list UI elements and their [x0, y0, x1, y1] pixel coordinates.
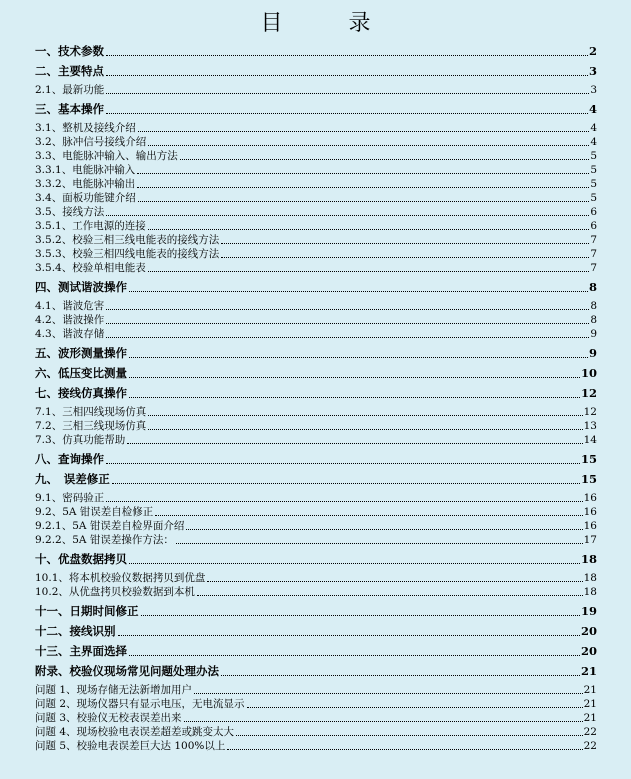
- toc-entry-page-number: 13: [583, 420, 597, 432]
- toc-entry-label: 10.1、将本机校验仪数据拷贝到优盘: [35, 572, 206, 584]
- toc-entry-page-number: 5: [590, 164, 597, 176]
- toc-dot-leader: [141, 615, 580, 616]
- toc-entry-label: 一、技术参数: [35, 44, 104, 58]
- toc-chapter-entry[interactable]: [35, 552, 597, 567]
- toc-dot-leader: [106, 323, 589, 324]
- toc-dot-leader: [106, 93, 589, 94]
- toc-section-entry[interactable]: [35, 121, 597, 135]
- toc-entry-page-number: 6: [590, 220, 597, 232]
- toc-dot-leader: [106, 309, 589, 310]
- toc-entry-label: 七、接线仿真操作: [35, 386, 127, 400]
- toc-section-entry[interactable]: [35, 585, 597, 599]
- toc-section-entry[interactable]: [35, 505, 597, 519]
- toc-dot-leader: [194, 693, 583, 694]
- toc-chapter-entry[interactable]: [35, 472, 597, 487]
- toc-entry-page-number: 18: [583, 572, 597, 584]
- toc-dot-leader: [184, 721, 583, 722]
- toc-entry-page-number: 7: [590, 262, 597, 274]
- toc-section-entry[interactable]: [35, 491, 597, 505]
- toc-entry-label: 7.3、仿真功能帮助: [35, 434, 126, 446]
- toc-entry-label: 3.4、面板功能键介绍: [35, 192, 136, 204]
- toc-entry-page-number: 5: [590, 192, 597, 204]
- toc-dot-leader: [221, 675, 580, 676]
- toc-chapter-entry[interactable]: [35, 624, 597, 639]
- toc-dot-leader: [180, 159, 590, 160]
- toc-entry-page-number: 17: [583, 534, 597, 546]
- toc-dot-leader: [207, 581, 582, 582]
- toc-entry-page-number: 4: [590, 122, 597, 134]
- toc-dot-leader: [106, 113, 588, 114]
- toc-entry-label: 三、基本操作: [35, 102, 104, 116]
- toc-dot-leader: [129, 377, 580, 378]
- toc-entry-label: 十、优盘数据拷贝: [35, 552, 127, 566]
- toc-entry-page-number: 12: [583, 406, 597, 418]
- toc-entry-page-number: 8: [588, 280, 597, 294]
- toc-dot-leader: [129, 563, 580, 564]
- toc-section-entry[interactable]: [35, 191, 597, 205]
- toc-entry-page-number: 20: [580, 644, 597, 658]
- toc-entry-label: 问题 5、校验电表误差巨大达 100%以上: [35, 740, 226, 752]
- toc-entry-label: 3.5.1、工作电源的连接: [35, 220, 146, 232]
- toc-entry-page-number: 22: [583, 726, 597, 738]
- toc-section-entry[interactable]: [35, 725, 597, 739]
- toc-entry-label: 9.2、5A 钳误差自检修正: [35, 506, 154, 518]
- toc-dot-leader: [137, 173, 589, 174]
- toc-entry-label: 4.1、谐波危害: [35, 300, 105, 312]
- toc-entry-label: 9.2.1、5A 钳误差自检界面介绍: [35, 520, 185, 532]
- toc-dot-leader: [148, 415, 582, 416]
- toc-entry-label: 3.5.2、校验三相三线电能表的接线方法: [35, 234, 220, 246]
- toc-entry-label: 4.3、谐波存储: [35, 328, 105, 340]
- toc-dot-leader: [127, 443, 582, 444]
- toc-entry-page-number: 6: [590, 206, 597, 218]
- toc-entry-page-number: 8: [590, 300, 597, 312]
- toc-entry-page-number: 21: [580, 664, 597, 678]
- toc-entry-label: 9.2.2、5A 钳误差操作方法：: [35, 534, 174, 546]
- toc-entry-page-number: 19: [580, 604, 597, 618]
- toc-section-entry[interactable]: [35, 533, 597, 547]
- toc-entry-page-number: 10: [580, 366, 597, 380]
- toc-dot-leader: [106, 463, 580, 464]
- toc-dot-leader: [129, 291, 588, 292]
- toc-section-entry[interactable]: [35, 177, 597, 191]
- toc-entry-page-number: 7: [590, 234, 597, 246]
- toc-entry-label: 九、 误差修正: [35, 472, 110, 486]
- toc-chapter-entry[interactable]: [35, 604, 597, 619]
- toc-section-entry[interactable]: [35, 433, 597, 447]
- toc-dot-leader: [129, 655, 580, 656]
- toc-entry-page-number: 5: [590, 178, 597, 190]
- toc-section-entry[interactable]: [35, 261, 597, 275]
- toc-dot-leader: [112, 483, 580, 484]
- toc-section-entry[interactable]: [35, 135, 597, 149]
- toc-entry-label: 3.5、接线方法: [35, 206, 105, 218]
- toc-dot-leader: [227, 749, 582, 750]
- toc-entry-page-number: 4: [590, 136, 597, 148]
- toc-entry-page-number: 9: [588, 346, 597, 360]
- toc-entry-page-number: 9: [590, 328, 597, 340]
- toc-chapter-entry[interactable]: [35, 366, 597, 381]
- toc-entry-page-number: 3: [588, 64, 597, 78]
- toc-dot-leader: [106, 215, 589, 216]
- toc-entry-label: 2.1、最新功能: [35, 84, 105, 96]
- toc-entry-label: 3.1、整机及接线介绍: [35, 122, 136, 134]
- toc-entry-label: 4.2、谐波操作: [35, 314, 105, 326]
- toc-entry-label: 3.3、电能脉冲输入、输出方法: [35, 150, 178, 162]
- toc-entry-page-number: 3: [590, 84, 597, 96]
- toc-chapter-entry[interactable]: [35, 386, 597, 401]
- toc-section-entry[interactable]: [35, 697, 597, 711]
- toc-entry-label: 十三、主界面选择: [35, 644, 127, 658]
- toc-entry-page-number: 7: [590, 248, 597, 260]
- toc-dot-leader: [118, 635, 580, 636]
- toc-dot-leader: [137, 187, 589, 188]
- toc-chapter-entry[interactable]: [35, 44, 597, 59]
- toc-entry-label: 3.2、脉冲信号接线介绍: [35, 136, 147, 148]
- toc-entry-page-number: 18: [583, 586, 597, 598]
- toc-section-entry[interactable]: [35, 519, 597, 533]
- toc-entry-label: 附录、校验仪现场常见问题处理办法: [35, 664, 219, 678]
- toc-entry-page-number: 18: [580, 552, 597, 566]
- toc-dot-leader: [138, 201, 590, 202]
- toc-entry-label: 十二、接线识别: [35, 624, 116, 638]
- toc-entry-label: 问题 1、现场存储无法新增加用户: [35, 684, 193, 696]
- toc-entry-page-number: 8: [590, 314, 597, 326]
- toc-section-entry[interactable]: [35, 163, 597, 177]
- toc-chapter-entry[interactable]: [35, 452, 597, 467]
- toc-entry-label: 四、测试谐波操作: [35, 280, 127, 294]
- toc-entry-page-number: 2: [588, 44, 597, 58]
- toc-entry-label: 7.2、三相三线现场仿真: [35, 420, 147, 432]
- toc-section-entry[interactable]: [35, 739, 597, 753]
- toc-entry-page-number: 16: [583, 506, 597, 518]
- toc-entry-label: 五、波形测量操作: [35, 346, 127, 360]
- toc-section-entry[interactable]: [35, 327, 597, 341]
- toc-entry-page-number: 21: [583, 698, 597, 710]
- toc-dot-leader: [148, 429, 582, 430]
- toc-entry-page-number: 21: [583, 712, 597, 724]
- toc-entry-page-number: 5: [590, 150, 597, 162]
- toc-dot-leader: [106, 337, 589, 338]
- toc-dot-leader: [236, 735, 583, 736]
- toc-dot-leader: [138, 131, 590, 132]
- toc-dot-leader: [247, 707, 583, 708]
- toc-entry-label: 问题 4、现场校验电表误差超差或跳变太大: [35, 726, 235, 738]
- toc-dot-leader: [129, 357, 588, 358]
- toc-dot-leader: [148, 271, 590, 272]
- toc-section-entry[interactable]: [35, 571, 597, 585]
- toc-section-entry[interactable]: [35, 83, 597, 97]
- toc-dot-leader: [106, 501, 582, 502]
- toc-section-entry[interactable]: [35, 205, 597, 219]
- toc-entry-label: 7.1、三相四线现场仿真: [35, 406, 147, 418]
- toc-section-entry[interactable]: [35, 683, 597, 697]
- toc-title: 目 录: [260, 11, 393, 36]
- toc-dot-leader: [197, 595, 583, 596]
- toc-section-entry[interactable]: [35, 149, 597, 163]
- toc-dot-leader: [186, 529, 582, 530]
- toc-entry-page-number: 22: [583, 740, 597, 752]
- toc-section-entry[interactable]: [35, 219, 597, 233]
- toc-dot-leader: [148, 229, 590, 230]
- toc-entry-page-number: 15: [580, 452, 597, 466]
- toc-dot-leader: [129, 397, 580, 398]
- toc-entry-label: 3.5.4、校验单相电能表: [35, 262, 146, 274]
- toc-section-entry[interactable]: [35, 419, 597, 433]
- toc-entry-label: 八、查询操作: [35, 452, 104, 466]
- toc-dot-leader: [155, 515, 582, 516]
- toc-chapter-entry[interactable]: [35, 102, 597, 117]
- toc-entry-label: 十一、日期时间修正: [35, 604, 139, 618]
- toc-chapter-entry[interactable]: [35, 644, 597, 659]
- toc-entry-page-number: 12: [580, 386, 597, 400]
- toc-section-entry[interactable]: [35, 233, 597, 247]
- toc-entry-label: 问题 3、校验仪无校表误差出来: [35, 712, 182, 724]
- toc-entry-label: 3.3.1、电能脉冲输入: [35, 164, 136, 176]
- toc-dot-leader: [221, 257, 589, 258]
- toc-chapter-entry[interactable]: [35, 664, 597, 679]
- toc-section-entry[interactable]: [35, 313, 597, 327]
- toc-entry-page-number: 21: [583, 684, 597, 696]
- toc-dot-leader: [148, 145, 589, 146]
- toc-entry-label: 问题 2、现场仪器只有显示电压，无电流显示: [35, 698, 245, 710]
- toc-dot-leader: [106, 75, 588, 76]
- toc-section-entry[interactable]: [35, 405, 597, 419]
- toc-entry-label: 9.1、密码验正: [35, 492, 105, 504]
- toc-entry-page-number: 16: [583, 520, 597, 532]
- toc-section-entry[interactable]: [35, 247, 597, 261]
- toc-chapter-entry[interactable]: [35, 346, 597, 361]
- toc-entry-page-number: 14: [583, 434, 597, 446]
- toc-entry-page-number: 16: [583, 492, 597, 504]
- toc-dot-leader: [221, 243, 589, 244]
- toc-dot-leader: [106, 55, 588, 56]
- toc-section-entry[interactable]: [35, 299, 597, 313]
- toc-list: [35, 40, 597, 753]
- toc-chapter-entry[interactable]: [35, 280, 597, 295]
- toc-entry-label: 二、主要特点: [35, 64, 104, 78]
- toc-chapter-entry[interactable]: [35, 64, 597, 79]
- toc-entry-label: 3.3.2、电能脉冲输出: [35, 178, 136, 190]
- toc-dot-leader: [176, 543, 583, 544]
- toc-entry-label: 10.2、从优盘拷贝校验数据到本机: [35, 586, 195, 598]
- toc-entry-page-number: 4: [588, 102, 597, 116]
- toc-section-entry[interactable]: [35, 711, 597, 725]
- toc-entry-page-number: 20: [580, 624, 597, 638]
- toc-entry-page-number: 15: [580, 472, 597, 486]
- toc-entry-label: 六、低压变比测量: [35, 366, 127, 380]
- toc-entry-label: 3.5.3、校验三相四线电能表的接线方法: [35, 248, 220, 260]
